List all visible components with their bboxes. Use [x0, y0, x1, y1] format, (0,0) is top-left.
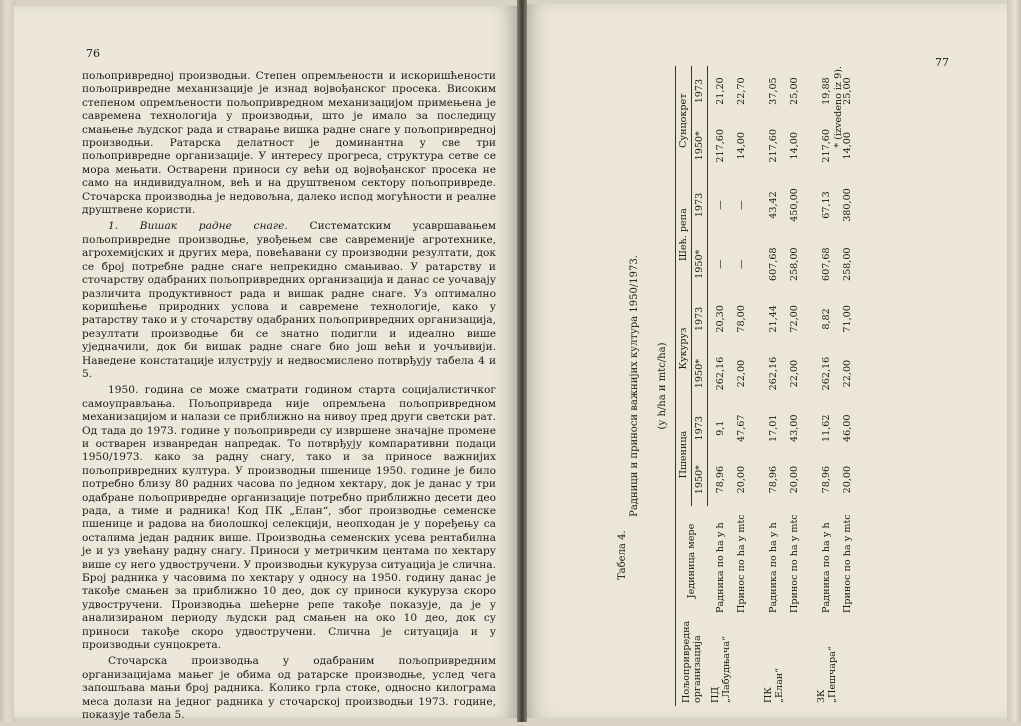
cell-measure: Принос по ha у mtc [841, 514, 853, 613]
paragraph-intro: пољопривредној производњи. Степен опремљености и искоришћености пољопривредне механизације је изнад војвођанског просека. Високим степеном опремљености пољопривредном механизацијом примењена је савремена технологија у производњи, што је имало за последицу смањење људског рада и стварање вишка радне снаге у пољопривредној производњи. Ратарска делатност је доминантна у све три пољопривредне организације. У интересу прогреса, структура сетве се мора мењати. Остварени приноси су већи од војвођанског просека не само на индивидуалном, већ и на друштвеном сектору пољопривреде. Сточарска производња је недовољна, далеко испод могућности и реалне друштвене користи. [82, 70, 496, 217]
cell-org [787, 616, 814, 706]
cell-value: 37,05 [768, 77, 779, 105]
table-row [787, 66, 814, 706]
header-year: 1950* [692, 116, 708, 175]
cell-value: 14,00 [841, 132, 853, 160]
header-year: 1973 [692, 403, 708, 453]
cell-value: 21,20 [715, 77, 727, 105]
cell-value: 8,82 [821, 308, 832, 330]
cell-value: 22,00 [841, 359, 853, 388]
cell-value: 11,62 [821, 414, 832, 442]
cell-value: 262,16 [768, 356, 779, 391]
header-crop: Сунцокрет [676, 66, 692, 175]
cell-value: 380,00 [841, 188, 853, 222]
header-year: 1973 [692, 66, 708, 116]
cell-value: 258,00 [841, 247, 853, 282]
table-row [708, 66, 734, 706]
cell-value: 262,16 [821, 356, 832, 391]
paragraph-livestock: Сточарска производња у одабраним пољопривредним организацијама мањег је обима од ратарске производње, услед чега запошљава мањи број радника. Колико грла стоке, односно килограма меса долази на једног радника у сточарској производњи 1973. године, показује табела 5. [82, 655, 496, 722]
header-crop: Шећ. репа [676, 175, 692, 293]
cell-value: 14,00 [788, 132, 800, 160]
cell-value: 19,88 [821, 77, 832, 105]
table-title: Радници и приноси важнијих култура 1950/1973. [629, 255, 640, 517]
cell-measure: Радника по ha у h [821, 522, 832, 613]
cell-value: 17,01 [768, 414, 779, 442]
table-row [761, 66, 787, 706]
cell-value: — [715, 200, 727, 210]
cell-value: 78,96 [768, 465, 779, 494]
org-code: ЗК [815, 689, 827, 703]
table-label: Табела 4. [617, 530, 628, 580]
cell-value: 22,00 [788, 359, 800, 388]
cell-value: 71,00 [841, 305, 853, 333]
cell-value: 217,60 [715, 128, 727, 163]
cell-value: 450,00 [788, 188, 800, 222]
cell-value: 43,42 [768, 191, 779, 219]
cell-org [734, 616, 761, 706]
org-name: „Лабудњача“ [720, 636, 732, 703]
header-year: 1973 [692, 294, 708, 344]
cell-value: 43,00 [788, 414, 800, 442]
header-crop: Пшеница [676, 403, 692, 506]
cell-value: 20,30 [715, 305, 727, 333]
cell-value: 217,60 [768, 128, 779, 163]
cell-value: 67,13 [821, 191, 832, 219]
header-year: 1950* [692, 235, 708, 294]
section-heading: 1. Вишак радне снаге. [108, 220, 288, 233]
cell-value: — [735, 200, 747, 210]
cell-value: 258,00 [788, 247, 800, 282]
cell-value: 20,00 [841, 465, 853, 494]
table-unit: (у h/ha и mtc/ha) [657, 342, 668, 430]
paragraph-1950: 1950. година се може сматрати годином старта социјалистичког самоуправљања. Пољопривреда није опремљена пољопривредном механизацијом и налази се приближно на нивоу пред други светски рат. Од тада до 1973. године у пољопривреди су извршене значајне промене и остварен изванредан напредак. То потврђују компаративни подаци 1950/1973. како за радну снагу, тако и за приносе важнијих пољопривредних култура. У производњи пшенице 1950. године је било потребно близу 80 радних часова по једном хектару, док је данас у три одабране пољопривредне организације потребно приближно десети део рада, а тиме и радника! Код ПК „Елан“, због производње семенске пшенице и радова на биолошкој селекцији, неопходан је у поређењу са осталима један радник више. Производња семенских усева рентабилна је и уз увећану радну снагу. Приноси у метричким центама по хектару више су него удвостручени. У производњи кукуруза ситуација је слична. Број радника у часовима по хектару у односу на 1950. годину данас је такође смањен за приближно 10 део, док су приноси кукуруза скоро удвостручени. Производња шећерне репе такође показује, да је у анализираном периоду људски рад смањен на око 10 део, док су приноси такође скоро удвостручени. Слична је ситуација и у производњи сунцокрета. [82, 384, 496, 652]
org-code: ПД [709, 686, 721, 703]
cell-value: 20,00 [788, 465, 800, 494]
header-year: 1973 [692, 175, 708, 234]
cell-value: 21,44 [768, 305, 779, 333]
cell-value: 25,00 [788, 77, 800, 105]
cell-org [761, 616, 787, 706]
book-gutter [517, 0, 527, 722]
cell-value: 78,00 [735, 305, 747, 333]
cell-org [708, 616, 734, 706]
org-name: „Елан“ [773, 667, 785, 703]
cell-value: 46,00 [841, 414, 853, 442]
cell-value: 78,96 [821, 465, 832, 494]
cell-value: 25,00 [841, 77, 853, 105]
org-code: ПК [762, 687, 774, 703]
section-text: Систематским усавршавањем пољопривредне производње, увођењем све савременије агротехнике, агрохемијских и других мера, повећавани су производни резултати, док се број потребне радне снаге непрекидно смањивао. У ратарству и сточарству одабраних пољопривредних организација и данас се уочавају различита продуктивност рада и вишак радне снаге. Уз оптимално коришћење природних услова и савремене технологије, како у ратарству тако и у сточарству одабраних пољопривредних организација, резултати производње би се знатно подигли и идеално више уједначили, док би вишак радне снаге био још већи и уочљивији. Наведене констатације илуструју и недвосмислено потврђују табела 4 и 5. [82, 220, 496, 380]
cell-value: 78,96 [715, 465, 727, 494]
cell-value: 72,00 [788, 305, 800, 333]
header-year: 1950* [692, 453, 708, 506]
cell-value: 14,00 [735, 132, 747, 160]
paragraph-labor-surplus [82, 220, 496, 381]
cell-value: 47,67 [735, 414, 747, 442]
page-number-right: 77 [935, 56, 949, 69]
cell-value: 22,70 [735, 77, 747, 105]
left-page-text [82, 70, 496, 726]
header-crop: Кукуруз [676, 294, 692, 403]
cell-value: 22,00 [735, 359, 747, 388]
cell-measure: Принос по ha у mtc [735, 514, 747, 613]
cell-value: 607,68 [821, 247, 832, 282]
page-number-left: 76 [86, 47, 100, 60]
right-page-edge [1007, 0, 1021, 722]
cell-value: 20,00 [735, 465, 747, 494]
cell-measure: Радника по ha у h [715, 522, 726, 613]
cell-measure: Принос по ha у mtc [788, 514, 800, 613]
header-org: Пољопривредна организација [676, 616, 708, 706]
cell-value: 607,68 [768, 247, 779, 282]
cell-value: — [715, 259, 727, 270]
cell-measure: Радника по ha у h [768, 522, 779, 613]
org-name: „Пешчара“ [826, 646, 838, 703]
table-row [734, 66, 761, 706]
cell-value: — [735, 259, 747, 270]
header-measure: Јединица мере [676, 506, 708, 616]
table-footnote: * (izvedeno iz 9). [833, 66, 844, 148]
cell-value: 9,1 [715, 420, 727, 436]
table-4 [617, 66, 853, 706]
cell-value: 262,16 [715, 356, 727, 391]
header-year: 1950* [692, 344, 708, 403]
cell-value: 217,60 [821, 128, 832, 163]
